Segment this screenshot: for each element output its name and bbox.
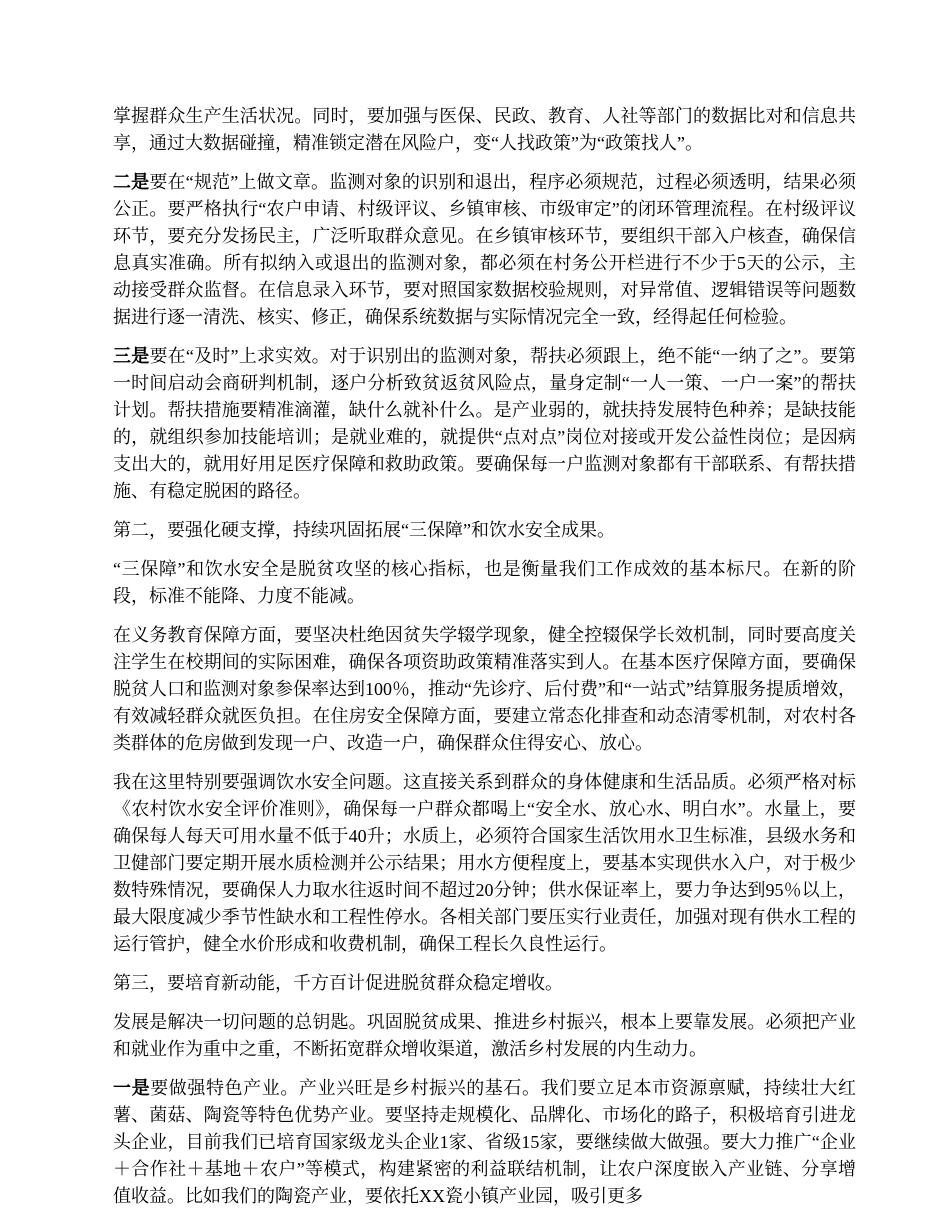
section-heading — [113, 970, 856, 997]
paragraph-text: 要在“规范”上做文章。监测对象的识别和退出，程序必须规范，过程必须透明，结果必须公正。要严格执行“农户申请、村级评议、乡镇审核、市级审定”的闭环管理流程。在村级评议环节，要充分发扬民主，广泛听取群众意见。在乡镇审核环节，要组织干部入户核查，确保信息真实准确。所有拟纳入或退出的监测对象，都必须在村务公开栏进行不少于5天的公示，主动接受群众监督。在信息录入环节，要对照国家数据校验规则，对异常值、逻辑错误等问题数据进行逐一清洗、核实、修正，确保系统数据与实际情况完全一致，经得起任何检验。 — [113, 172, 856, 327]
paragraph — [113, 622, 856, 757]
paragraph-text: 掌握群众生产生活状况。同时，要加强与医保、民政、教育、人社等部门的数据比对和信息共享，通过大数据碰撞，精准锁定潜在风险户，变“人找政策”为“政策找人”。 — [113, 106, 856, 153]
paragraph-text: “三保障”和饮水安全是脱贫攻坚的核心指标，也是衡量我们工作成效的基本标尺。在新的阶段，标准不能降、力度不能减。 — [113, 559, 856, 606]
paragraph — [113, 169, 856, 331]
paragraph — [113, 1075, 856, 1210]
paragraph — [113, 769, 856, 958]
paragraph-text: 我在这里特别要强调饮水安全问题。这直接关系到群众的身体健康和生活品质。必须严格对标《农村饮水安全评价准则》，确保每一户群众都喝上“安全水、放心水、明白水”。水量上，要确保每人每天可用水量不低于40升；水质上，必须符合国家生活饮用水卫生标准，县级水务和卫健部门要定期开展水质检测并公示结果；用水方便程度上，要基本实现供水入户，对于极少数特殊情况，要确保人力取水往返时间不超过20分钟；供水保证率上，要力争达到95％以上，最大限度减少季节性缺水和工程性停水。各相关部门要压实行业责任，加强对现有供水工程的运行管护，健全水价形成和收费机制，确保工程长久良性运行。 — [113, 772, 856, 954]
section-heading — [113, 517, 856, 544]
paragraph — [113, 343, 856, 505]
paragraph — [113, 1009, 856, 1063]
paragraph-lead-bold: 三是 — [113, 346, 150, 366]
paragraph — [113, 103, 856, 157]
paragraph-lead-bold: 二是 — [113, 172, 150, 192]
paragraph — [113, 556, 856, 610]
paragraph-lead-bold: 一是 — [113, 1078, 151, 1098]
paragraph-text: 第三，要培育新动能，千方百计促进脱贫群众稳定增收。 — [113, 973, 563, 993]
paragraph-text: 发展是解决一切问题的总钥匙。巩固脱贫成果、推进乡村振兴，根本上要靠发展。必须把产业和就业作为重中之重，不断拓宽群众增收渠道，激活乡村发展的内生动力。 — [113, 1012, 856, 1059]
paragraph-text: 第二，要强化硬支撑，持续巩固拓展“三保障”和饮水安全成果。 — [113, 520, 615, 540]
paragraph-text: 要做强特色产业。产业兴旺是乡村振兴的基石。我们要立足本市资源禀赋，持续壮大红薯、菌菇、陶瓷等特色优势产业。要坚持走规模化、品牌化、市场化的路子，积极培育引进龙头企业，目前我们已培育国家级龙头企业1家、省级15家，要继续做大做强。要大力推广“企业＋合作社＋基地＋农户”等模式，构建紧密的利益联结机制，让农户深度嵌入产业链、分享增值收益。比如我们的陶瓷产业，要依托XX瓷小镇产业园，吸引更多 — [113, 1078, 857, 1206]
paragraph-text: 在义务教育保障方面，要坚决杜绝因贫失学辍学现象，健全控辍保学长效机制，同时要高度关注学生在校期间的实际困难，确保各项资助政策精准落实到人。在基本医疗保障方面，要确保脱贫人口和监测对象参保率达到100％，推动“先诊疗、后付费”和“一站式”结算服务提质增效，有效减轻群众就医负担。在住房安全保障方面，要建立常态化排查和动态清零机制，对农村各类群体的危房做到发现一户、改造一户，确保群众住得安心、放心。 — [113, 625, 856, 753]
paragraph-text: 要在“及时”上求实效。对于识别出的监测对象，帮扶必须跟上，绝不能“一纳了之”。要第一时间启动会商研判机制，逐户分析致贫返贫风险点，量身定制“一人一策、一户一案”的帮扶计划。帮扶措施要精准滴灌，缺什么就补什么。是产业弱的，就扶持发展特色种养；是缺技能的，就组织参加技能培训；是就业难的，就提供“点对点”岗位对接或开发公益性岗位；是因病支出大的，就用好用足医疗保障和救助政策。要确保每一户监测对象都有干部联系、有帮扶措施、有稳定脱困的路径。 — [113, 346, 857, 501]
